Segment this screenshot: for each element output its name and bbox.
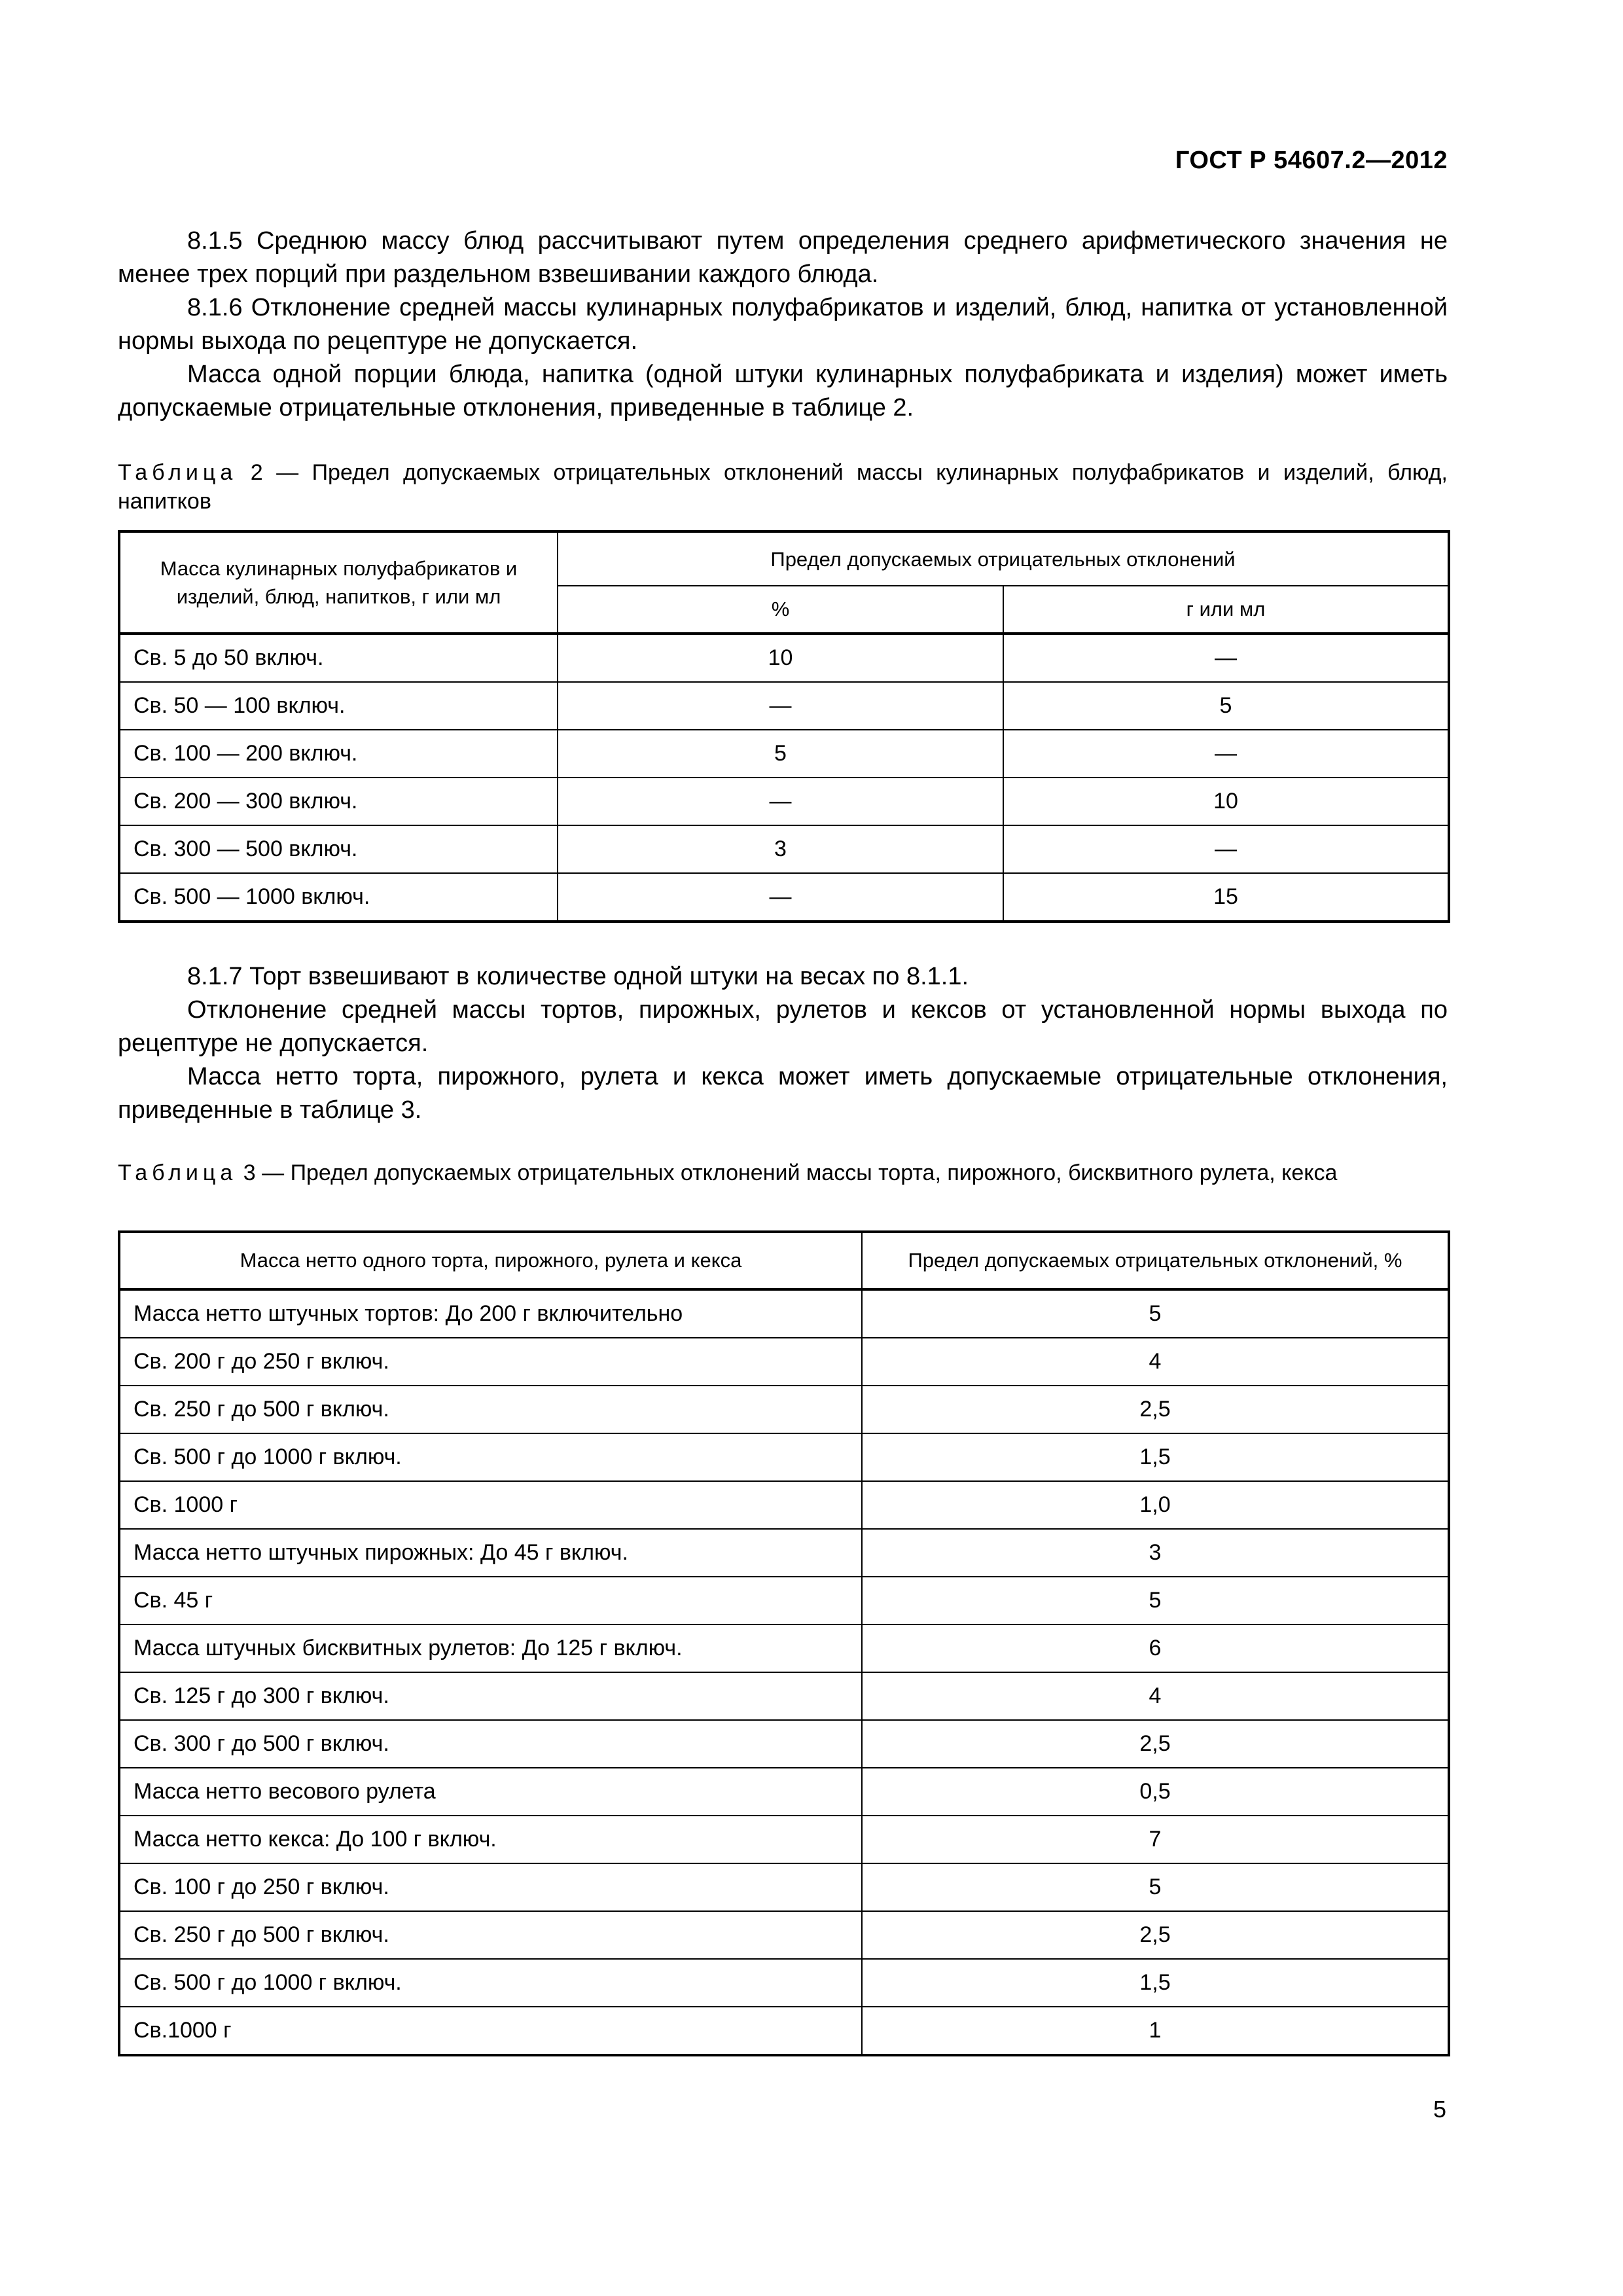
table-row <box>119 1433 1449 1481</box>
table3-cell-mass: Св. 500 г до 1000 г включ. <box>119 1433 862 1481</box>
table3-caption <box>118 1158 1448 1187</box>
table-row <box>119 778 1449 825</box>
table2-cell-abs: — <box>1003 730 1449 778</box>
table2-cell-mass: Св. 100 — 200 включ. <box>119 730 558 778</box>
table3-cell-pct: 4 <box>862 1338 1449 1386</box>
paragraph-8-1-7: 8.1.7 Торт взвешивают в количестве одной штуки на весах по 8.1.1. <box>187 963 969 990</box>
table3-cell-mass: Масса нетто штучных пирожных: До 45 г включ. <box>119 1529 862 1577</box>
table-row <box>119 1911 1449 1959</box>
table3-cell-pct: 0,5 <box>862 1768 1449 1816</box>
table2-cell-abs: 10 <box>1003 778 1449 825</box>
table3-cell-pct: 2,5 <box>862 1911 1449 1959</box>
table3-cell-mass: Св. 1000 г <box>119 1481 862 1529</box>
table-row <box>119 1481 1449 1529</box>
table3-cell-pct: 6 <box>862 1624 1449 1672</box>
table3-cell-pct: 1,0 <box>862 1481 1449 1529</box>
table-row <box>119 1768 1449 1816</box>
table2-caption <box>118 458 1448 516</box>
paragraph-mass-net: Масса нетто торта, пирожного, рулета и кекса может иметь допускаемые отрицательные отклонения, приведенные в таблице 3. <box>118 1063 1448 1124</box>
table2-cell-mass: Св. 300 — 500 включ. <box>119 825 558 873</box>
table3-cell-pct: 5 <box>862 1863 1449 1911</box>
table3-cell-mass: Св.1000 г <box>119 2007 862 2055</box>
table3-caption-label: Таблица <box>118 1160 238 1185</box>
table2-header-percent: % <box>558 586 1003 634</box>
table3-cell-pct: 5 <box>862 1577 1449 1624</box>
table-row <box>119 634 1449 682</box>
table2-cell-pct: 5 <box>558 730 1003 778</box>
section-top <box>118 224 1448 425</box>
table3-cell-pct: 2,5 <box>862 1386 1449 1433</box>
table2-cell-mass: Св. 5 до 50 включ. <box>119 634 558 682</box>
table-row <box>119 1289 1449 1338</box>
table-row <box>119 2007 1449 2055</box>
table3-cell-pct: 7 <box>862 1816 1449 1863</box>
paragraph-mass-portion: Масса одной порции блюда, напитка (одной штуки кулинарных полуфабриката и изделия) может иметь допускаемые отрицательные отклонения, приведенные в таблице 2. <box>118 361 1448 422</box>
table3-cell-mass: Св. 125 г до 300 г включ. <box>119 1672 862 1720</box>
table3-cell-mass: Св. 100 г до 250 г включ. <box>119 1863 862 1911</box>
table3-wrapper <box>118 1230 1448 2056</box>
table3-cell-pct: 3 <box>862 1529 1449 1577</box>
table3 <box>118 1230 1450 2056</box>
table3-cell-mass: Св. 500 г до 1000 г включ. <box>119 1959 862 2007</box>
table3-cell-mass: Масса нетто кекса: До 100 г включ. <box>119 1816 862 1863</box>
table3-cell-mass: Св. 250 г до 500 г включ. <box>119 1911 862 1959</box>
table-row <box>119 1386 1449 1433</box>
table3-cell-pct: 5 <box>862 1289 1449 1338</box>
table2 <box>118 530 1450 923</box>
table2-wrapper <box>118 530 1448 923</box>
table2-cell-mass: Св. 50 — 100 включ. <box>119 682 558 730</box>
table2-cell-mass: Св. 500 — 1000 включ. <box>119 873 558 922</box>
table2-header-group: Предел допускаемых отрицательных отклонений <box>558 531 1449 586</box>
table2-cell-pct: 10 <box>558 634 1003 682</box>
table-row <box>119 825 1449 873</box>
table-row <box>119 1959 1449 2007</box>
table2-cell-pct: — <box>558 873 1003 922</box>
table2-cell-abs: 5 <box>1003 682 1449 730</box>
paragraph-8-1-6: 8.1.6 Отклонение средней массы кулинарных полуфабрикатов и изделий, блюд, напитка от установленной нормы выхода по рецептуре не допускается. <box>118 294 1448 355</box>
document-code: ГОСТ Р 54607.2—2012 <box>1175 147 1448 174</box>
table2-caption-text: 2 — Предел допускаемых отрицательных отклонений массы кулинарных полуфабрикатов и изделий, блюд, напитков <box>118 460 1448 514</box>
table-row <box>119 682 1449 730</box>
section-mid <box>118 960 1448 1127</box>
table2-cell-abs: — <box>1003 825 1449 873</box>
table3-cell-mass: Св. 300 г до 500 г включ. <box>119 1720 862 1768</box>
table3-cell-pct: 4 <box>862 1672 1449 1720</box>
table3-cell-mass: Св. 45 г <box>119 1577 862 1624</box>
table2-caption-label: Таблица <box>118 460 238 485</box>
table2-header-gml: г или мл <box>1003 586 1449 634</box>
table2-cell-abs: — <box>1003 634 1449 682</box>
table-row <box>119 1529 1449 1577</box>
table-row <box>119 1672 1449 1720</box>
table3-cell-mass: Св. 200 г до 250 г включ. <box>119 1338 862 1386</box>
table3-cell-pct: 1,5 <box>862 1959 1449 2007</box>
paragraph-deviation-cakes: Отклонение средней массы тортов, пирожных, рулетов и кексов от установленной нормы выхода по рецептуре не допускается. <box>118 996 1448 1057</box>
table-row <box>119 1816 1449 1863</box>
table2-header-mass: Масса кулинарных полуфабрикатов и изделий, блюд, напитков, г или мл <box>119 531 558 634</box>
table-row <box>119 1577 1449 1624</box>
table-row <box>119 1624 1449 1672</box>
table3-cell-pct: 1,5 <box>862 1433 1449 1481</box>
table3-cell-mass: Масса штучных бисквитных рулетов: До 125 г включ. <box>119 1624 862 1672</box>
table-row <box>119 1863 1449 1911</box>
table2-cell-pct: — <box>558 682 1003 730</box>
page-number: 5 <box>1433 2096 1446 2123</box>
table3-cell-mass: Масса нетто весового рулета <box>119 1768 862 1816</box>
table-row <box>119 1720 1449 1768</box>
paragraph-8-1-5: 8.1.5 Среднюю массу блюд рассчитывают путем определения среднего арифметического значения не менее трех порций при раздельном взвешивании каждого блюда. <box>118 227 1448 288</box>
table3-caption-text: 3 — Предел допускаемых отрицательных отклонений массы торта, пирожного, бисквитного рулета, кекса <box>243 1160 1338 1185</box>
table3-header-mass: Масса нетто одного торта, пирожного, рулета и кекса <box>119 1232 862 1289</box>
table3-cell-mass: Св. 250 г до 500 г включ. <box>119 1386 862 1433</box>
table2-cell-mass: Св. 200 — 300 включ. <box>119 778 558 825</box>
table2-cell-abs: 15 <box>1003 873 1449 922</box>
table2-cell-pct: — <box>558 778 1003 825</box>
table3-cell-mass: Масса нетто штучных тортов: До 200 г включительно <box>119 1289 862 1338</box>
table-row <box>119 873 1449 922</box>
table2-cell-pct: 3 <box>558 825 1003 873</box>
table3-cell-pct: 1 <box>862 2007 1449 2055</box>
table3-header-deviation: Предел допускаемых отрицательных отклонений, % <box>862 1232 1449 1289</box>
table-row <box>119 730 1449 778</box>
table-row <box>119 1338 1449 1386</box>
table3-cell-pct: 2,5 <box>862 1720 1449 1768</box>
